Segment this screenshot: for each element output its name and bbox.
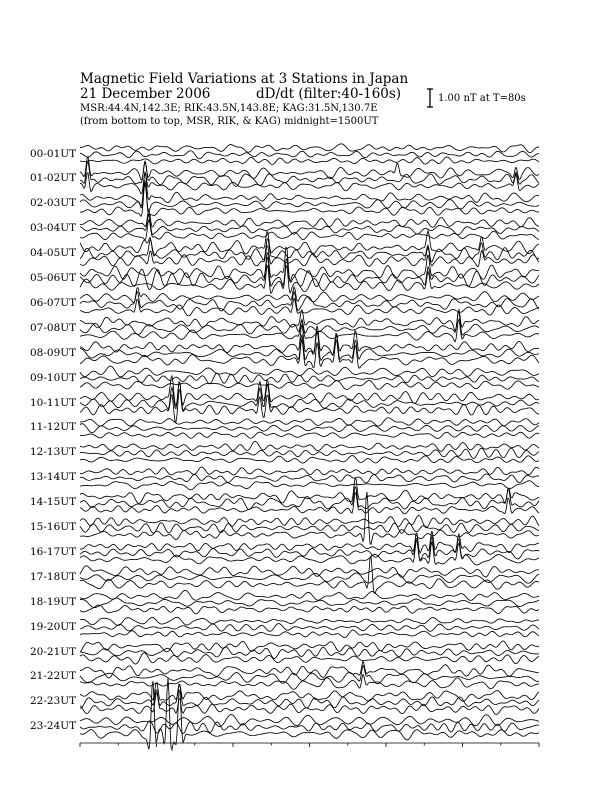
row-label: 05-06UT	[30, 272, 77, 284]
row-label: 04-05UT	[30, 247, 77, 260]
scale-bar	[427, 89, 433, 107]
trace-msr	[80, 432, 539, 438]
scale-bar-label: 1.00 nT at T=80s	[438, 93, 526, 104]
trace-msr	[80, 630, 539, 637]
trace-msr	[80, 540, 539, 565]
row-label: 18-19UT	[30, 595, 77, 608]
row-label: 16-17UT	[30, 545, 77, 558]
trace-msr	[80, 605, 539, 614]
row-label: 12-13UT	[30, 446, 77, 459]
trace-kag	[80, 418, 539, 426]
trace-rik	[80, 487, 539, 510]
trace-msr	[80, 172, 539, 194]
trace-kag	[80, 376, 539, 406]
time-axis	[80, 743, 539, 747]
trace-kag	[80, 661, 539, 678]
trace-msr	[80, 675, 539, 690]
trace-rik	[80, 424, 539, 433]
trace-rik	[80, 523, 539, 534]
trace-msr	[80, 319, 539, 341]
row-label: 01-02UT	[30, 172, 77, 185]
trace-rik	[80, 474, 539, 483]
trace-msr	[80, 298, 539, 316]
trace-msr	[80, 339, 539, 368]
trace-rik	[80, 291, 539, 310]
trace-rik	[80, 536, 539, 560]
row-label: 21-22UT	[30, 670, 77, 683]
trace-kag	[80, 441, 539, 451]
trace-msr	[80, 492, 539, 544]
trace-rik	[80, 647, 539, 659]
station-coordinates: MSR:44.4N,142.3E; RIK:43.5N,143.8E; KAG:31.5N,130.7E	[80, 103, 378, 114]
trace-rik	[80, 331, 539, 361]
row-label: 10-11UT	[30, 396, 77, 409]
trace-kag	[80, 478, 539, 503]
filter-label: dD/dt (filter:40-160s)	[256, 86, 402, 102]
row-label: 13-14UT	[30, 471, 77, 484]
row-label: 11-12UT	[30, 421, 77, 434]
trace-rik	[80, 312, 539, 336]
row-label: 17-18UT	[30, 570, 77, 583]
row-label: 03-04UT	[30, 222, 77, 235]
row-label: 07-08UT	[30, 321, 77, 334]
trace-kag	[80, 467, 539, 475]
row-label: 19-20UT	[30, 620, 77, 633]
chart-date: 21 December 2006	[80, 86, 211, 102]
trace-rik	[80, 685, 539, 709]
trace-group	[80, 144, 539, 750]
row-label: 22-23UT	[30, 695, 77, 708]
row-label: 09-10UT	[30, 371, 77, 384]
trace-msr	[80, 481, 539, 490]
trace-msr	[80, 693, 539, 715]
trace-kag	[80, 566, 539, 578]
chart-title: Magnetic Field Variations at 3 Stations in Japan	[80, 71, 409, 87]
row-label: 15-16UT	[30, 521, 77, 533]
row-label: 06-07UT	[30, 296, 77, 309]
trace-rik	[80, 151, 539, 159]
trace-msr	[80, 380, 539, 389]
trace-msr	[80, 678, 539, 750]
trace-kag	[80, 590, 539, 600]
row-label: 23-24UT	[30, 720, 77, 733]
trace-kag	[80, 144, 539, 153]
trace-kag	[80, 617, 539, 625]
row-label: 20-21UT	[30, 645, 77, 658]
trace-rik	[80, 161, 539, 187]
station-order-note: (from bottom to top, MSR, RIK, & KAG) midnight=1500UT	[80, 116, 379, 127]
trace-rik	[80, 598, 539, 607]
row-label: 14-15UT	[30, 496, 77, 509]
trace-kag	[80, 247, 539, 282]
trace-kag	[80, 310, 539, 331]
trace-rik	[80, 624, 539, 632]
row-label: 00-01UT	[30, 147, 77, 160]
row-label: 08-09UT	[30, 346, 77, 359]
row-label: 02-03UT	[30, 197, 77, 210]
trace-msr	[80, 157, 539, 165]
trace-rik	[80, 665, 539, 683]
trace-rik	[80, 721, 539, 734]
trace-msr	[80, 493, 539, 514]
trace-kag	[80, 515, 539, 527]
